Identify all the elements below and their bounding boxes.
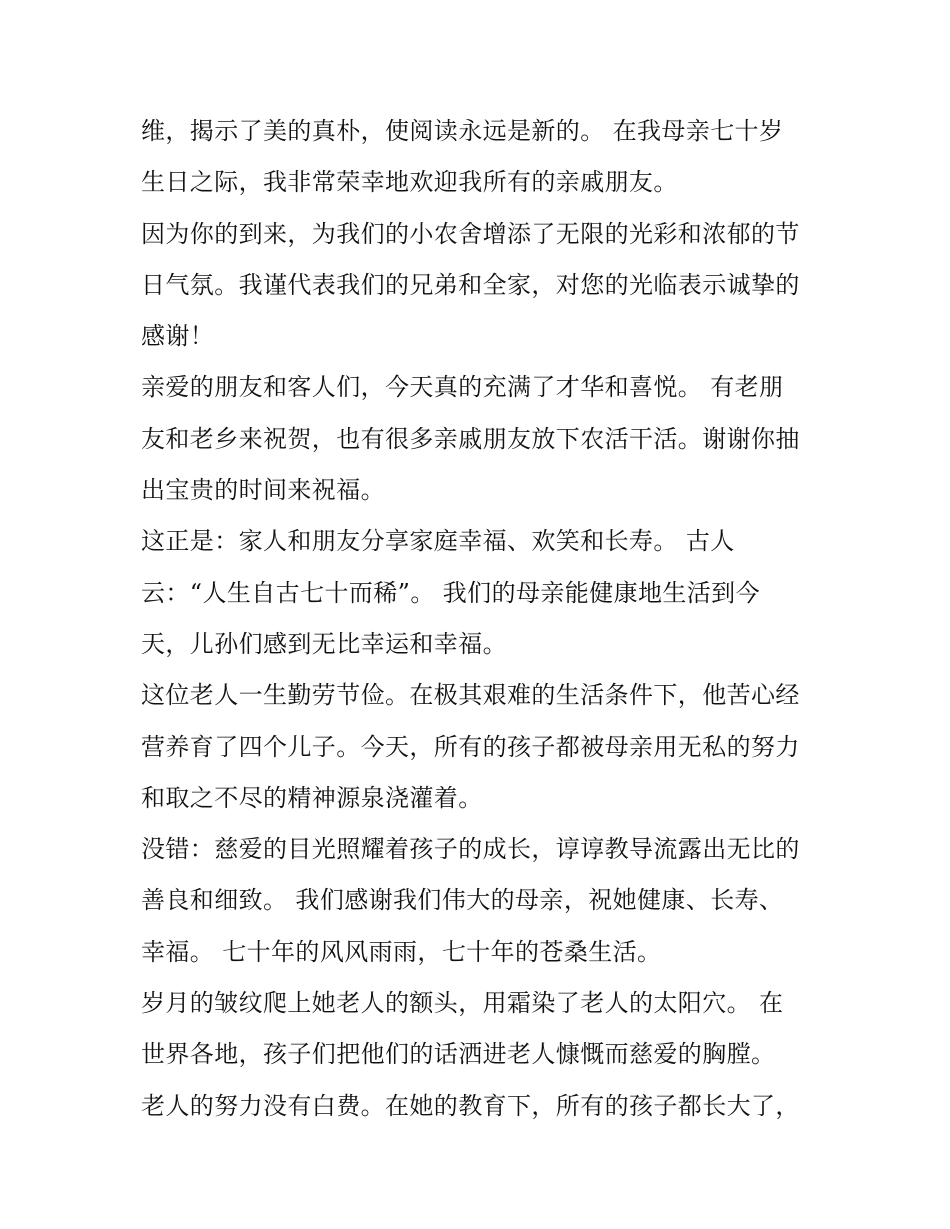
text-line: 和取之不尽的精神源泉浇灌着。 xyxy=(141,783,483,812)
text-line: 感谢！ xyxy=(141,322,215,351)
text-line: 亲爱的朋友和客人们，今天真的充满了才华和喜悦。 有老朋 xyxy=(141,373,784,402)
text-line: 云：“人生自古七十而稀”。 我们的母亲能健康地生活到今 xyxy=(141,578,760,607)
text-line: 维，揭示了美的真朴，使阅读永远是新的。 在我母亲七十岁 xyxy=(141,117,784,145)
text-line: 善良和细致。 我们感谢我们伟大的母亲，祝她健康、长寿、 xyxy=(141,886,784,915)
text-line: 这位老人一生勤劳节俭。在极其艰难的生活条件下，他苦心经 xyxy=(141,681,800,710)
text-line: 幸福。 七十年的风风雨雨，七十年的苍桑生活。 xyxy=(141,937,662,966)
text-line: 生日之际，我非常荣幸地欢迎我所有的亲戚朋友。 xyxy=(141,168,678,197)
text-line: 世界各地，孩子们把他们的话洒进老人慷慨而慈爱的胸膛。 xyxy=(141,1040,776,1069)
text-line: 出宝贵的时间来祝福。 xyxy=(141,476,385,505)
text-line: 老人的努力没有白费。在她的教育下，所有的孩子都长大了， xyxy=(141,1091,800,1120)
text-line: 天，儿孙们感到无比幸运和幸福。 xyxy=(141,629,507,658)
text-line: 岁月的皱纹爬上她老人的额头，用霜染了老人的太阳穴。 在 xyxy=(141,989,784,1018)
text-line: 这正是：家人和朋友分享家庭幸福、欢笑和长寿。 古人 xyxy=(141,527,735,556)
text-line: 日气氛。我谨代表我们的兄弟和全家，对您的光临表示诚挚的 xyxy=(141,270,800,299)
text-line: 因为你的到来，为我们的小农舍增添了无限的光彩和浓郁的节 xyxy=(141,219,800,248)
document-body xyxy=(141,108,821,1134)
text-line: 友和老乡来祝贺，也有很多亲戚朋友放下农活干活。谢谢你抽 xyxy=(141,424,800,453)
text-line: 没错：慈爱的目光照耀着孩子的成长，谆谆教导流露出无比的 xyxy=(141,835,800,864)
text-line: 营养育了四个儿子。今天，所有的孩子都被母亲用无私的努力 xyxy=(141,732,800,761)
